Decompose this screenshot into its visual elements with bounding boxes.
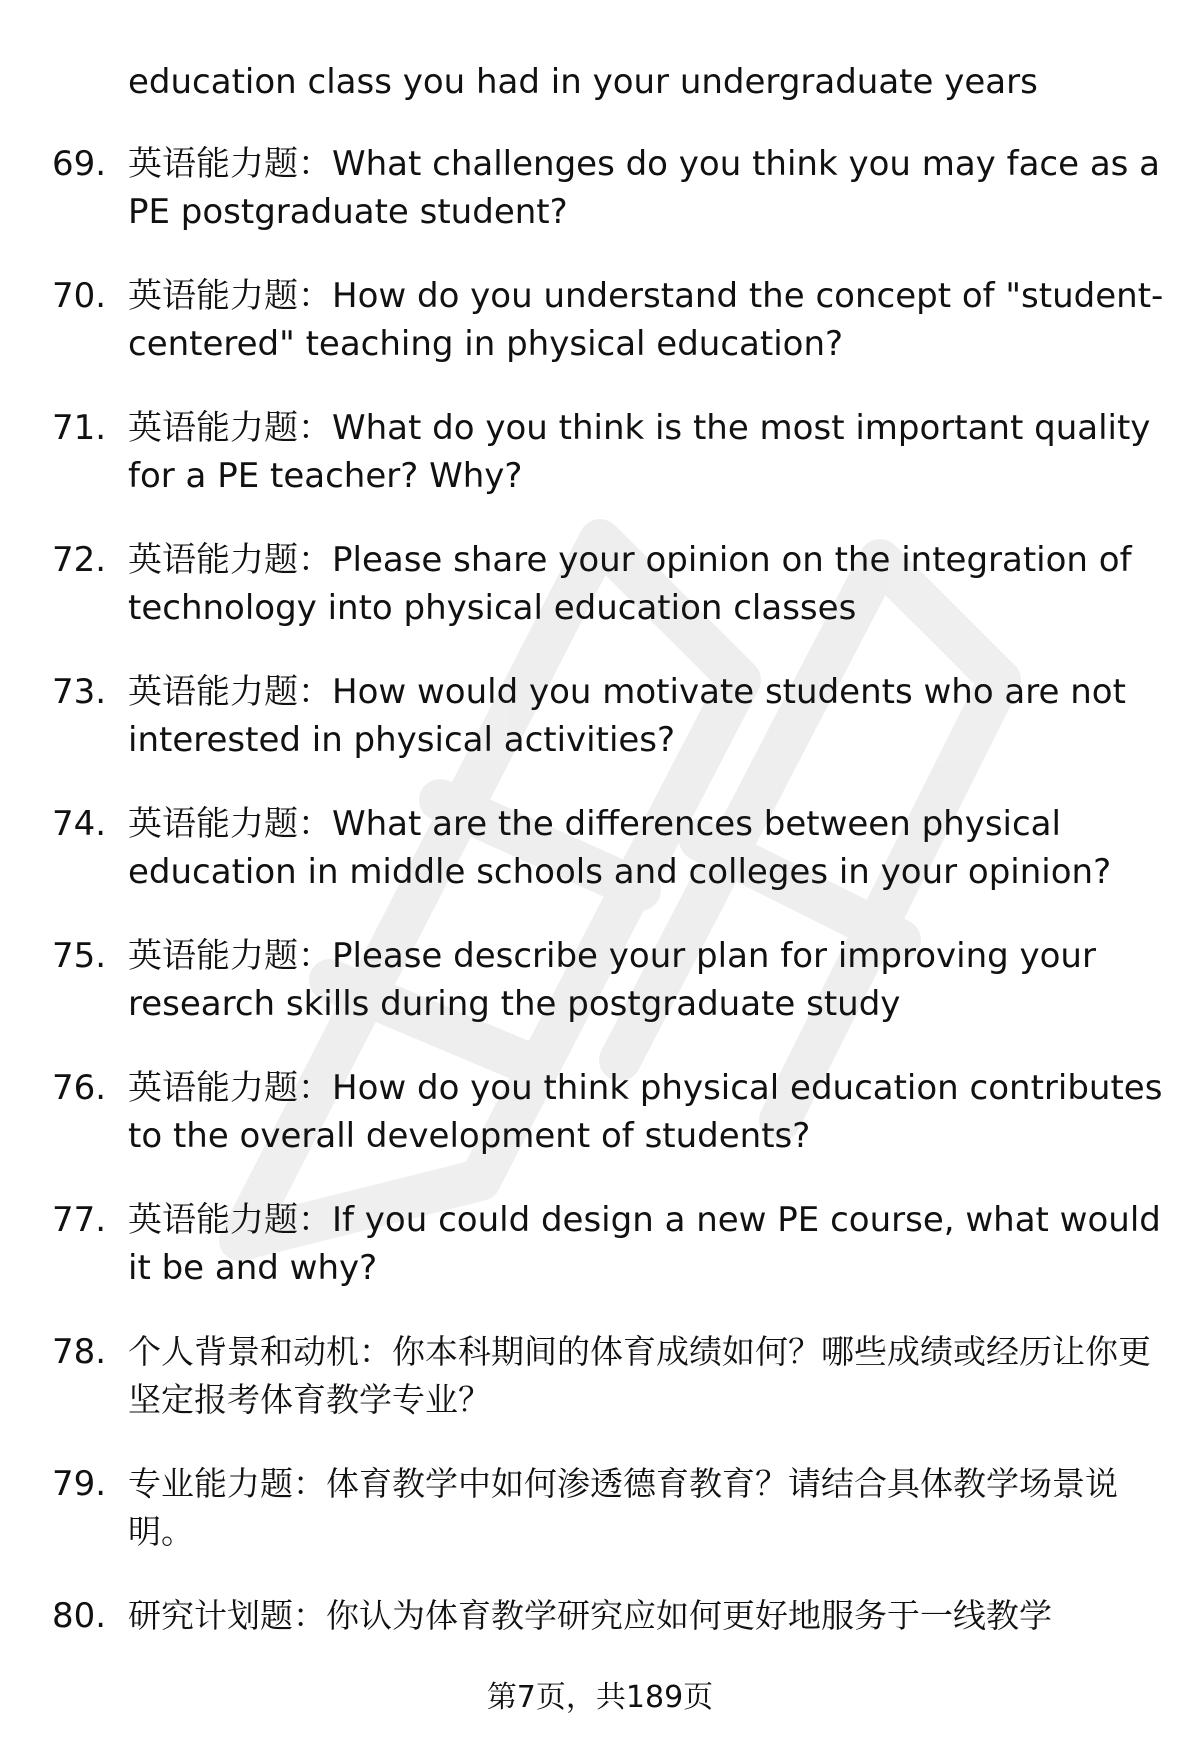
question-text: How would you motivate students who are not interested in physical activities? (128, 672, 1126, 760)
question-text: 你本科期间的体育成绩如何？哪些成绩或经历让你更坚定报考体育教学专业？ (128, 1332, 1151, 1419)
question-number: 74. (52, 804, 107, 844)
question-item (0, 1196, 1200, 1328)
question-body (128, 1064, 1168, 1160)
question-category: 研究计划题： (128, 1596, 326, 1635)
question-text: What do you think is the most important quality for a PE teacher? Why? (128, 408, 1151, 496)
question-item (0, 404, 1200, 536)
question-text: What challenges do you think you may face as a PE postgraduate student? (128, 144, 1161, 232)
question-category: 英语能力题： (128, 144, 332, 184)
question-item (0, 1460, 1200, 1592)
question-body (128, 1328, 1168, 1424)
question-number: 75. (52, 936, 107, 976)
question-category: 英语能力题： (128, 276, 332, 316)
question-item (0, 536, 1200, 668)
question-text: How do you understand the concept of "student-centered" teaching in physical education? (128, 276, 1164, 364)
question-text: 体育教学中如何渗透德育教育？请结合具体教学场景说明。 (128, 1464, 1118, 1551)
question-number: 80. (52, 1596, 107, 1636)
question-item (0, 668, 1200, 800)
page-footer: 第7页，共189页 (486, 1680, 714, 1715)
question-category: 英语能力题： (128, 672, 332, 712)
question-text: How do you think physical education contributes to the overall development of students? (128, 1068, 1163, 1156)
question-category: 专业能力题： (128, 1464, 326, 1503)
question-item (0, 140, 1200, 272)
question-text: 你认为体育教学研究应如何更好地服务于一线教学 (326, 1596, 1052, 1635)
question-number: 71. (52, 408, 107, 448)
question-body (128, 668, 1168, 764)
question-item (0, 1328, 1200, 1460)
question-body (128, 272, 1168, 368)
question-text: If you could design a new PE course, what would it be and why? (128, 1200, 1161, 1288)
question-body (128, 932, 1168, 1028)
question-category: 英语能力题： (128, 1068, 332, 1108)
question-number: 73. (52, 672, 107, 712)
question-body (128, 1196, 1168, 1292)
question-body (128, 536, 1168, 632)
question-item (0, 800, 1200, 932)
question-item (0, 1064, 1200, 1196)
question-number: 70. (52, 276, 107, 316)
question-number: 79. (52, 1464, 107, 1504)
question-category: 英语能力题： (128, 804, 332, 844)
question-category: 英语能力题： (128, 936, 332, 976)
question-body (128, 1592, 1168, 1640)
question-category: 英语能力题： (128, 1200, 332, 1240)
question-item (0, 272, 1200, 404)
question-list (0, 140, 1200, 1724)
question-number: 69. (52, 144, 107, 184)
continuation-line: education class you had in your undergraduate years (128, 62, 1038, 102)
question-body (128, 800, 1168, 896)
question-text: Please describe your plan for improving your research skills during the postgraduate study (128, 936, 1096, 1024)
question-text: Please share your opinion on the integration of technology into physical education classes (128, 540, 1132, 628)
question-number: 76. (52, 1068, 107, 1108)
question-category: 个人背景和动机： (128, 1332, 392, 1371)
question-body (128, 140, 1168, 236)
question-category: 英语能力题： (128, 408, 332, 448)
question-number: 72. (52, 540, 107, 580)
question-category: 英语能力题： (128, 540, 332, 580)
question-item (0, 932, 1200, 1064)
question-number: 77. (52, 1200, 107, 1240)
question-body (128, 1460, 1168, 1556)
question-number: 78. (52, 1332, 107, 1372)
question-body (128, 404, 1168, 500)
question-text: What are the differences between physical education in middle schools and colleges in your opinion? (128, 804, 1112, 892)
